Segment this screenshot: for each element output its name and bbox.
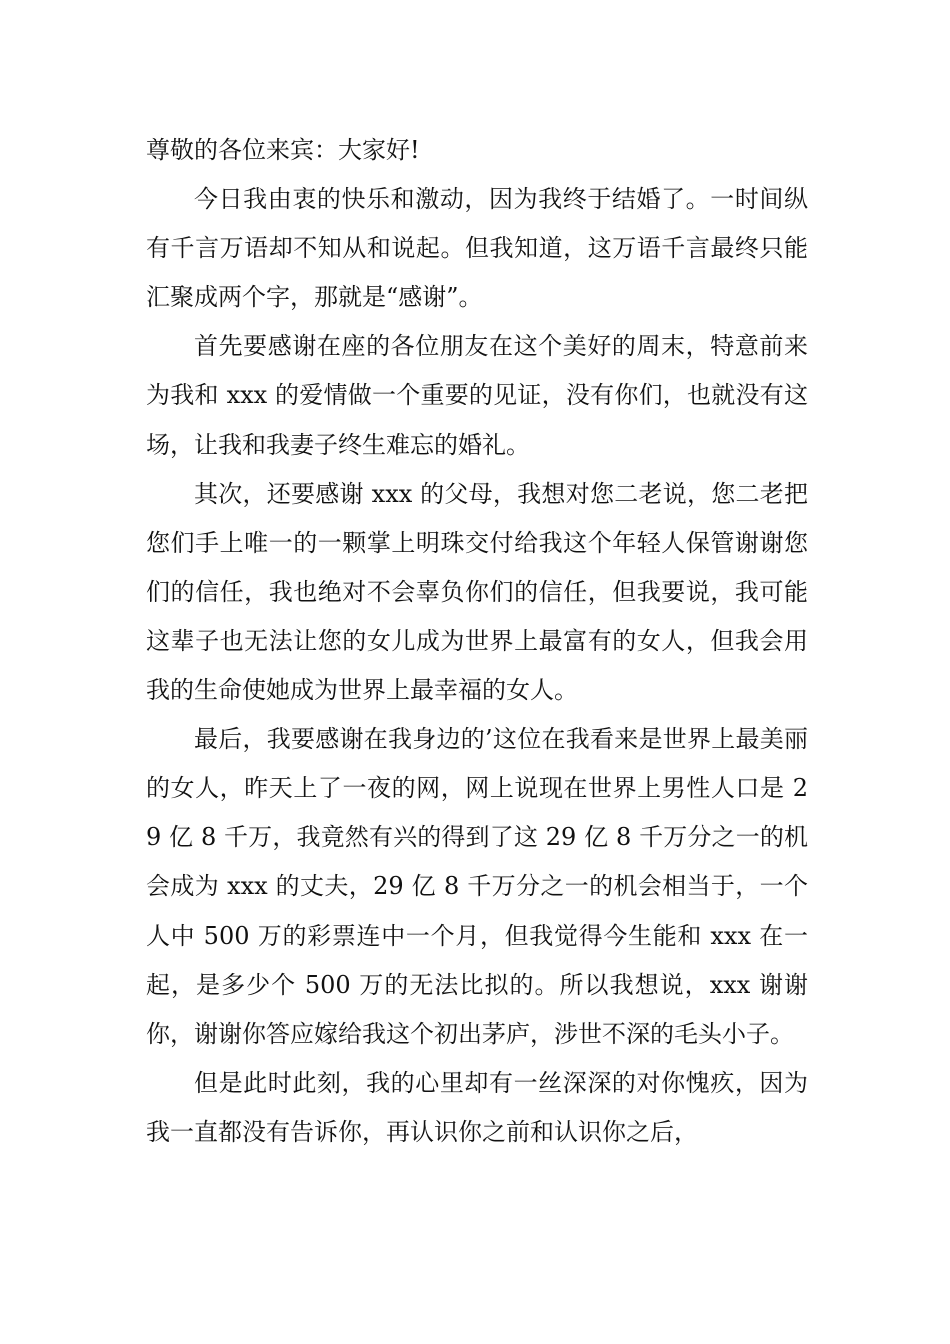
speech-body (146, 126, 808, 1157)
paragraph-thanks-parents: 其次，还要感谢 xxx 的父母，我想对您二老说，您二老把您们手上唯一的一颗掌上明珠交付给我这个年轻人保管谢谢您们的信任，我也绝对不会辜负你们的信任，但我要说，我可能这辈子也无法让您的女儿成为世界上最富有的女人，但我会用我的生命使她成为世界上最幸福的女人。 (146, 479, 808, 705)
greeting-line: 尊敬的各位来宾：大家好! (146, 136, 420, 164)
paragraph-thanks-bride: 最后，我要感谢在我身边的’这位在我看来是世界上最美丽的女人，昨天上了一夜的网，网上说现在世界上男性人口是 29 亿 8 千万，我竟然有兴的得到了这 29 亿 8 千万分之一的机会成为 xxx 的丈夫，29 亿 8 千万分之一的机会相当于，一个人中 500 万的彩票连中一个月，但我觉得今生能和 xxx 在一起，是多少个 500 万的无法比拟的。所以我想说，xxx 谢谢你，谢谢你答应嫁给我这个初出茅庐，涉世不深的毛头小子。 (146, 725, 808, 1048)
paragraph-apology: 但是此时此刻，我的心里却有一丝深深的对你愧疚，因为我一直都没有告诉你，再认识你之前和认识你之后， (146, 1068, 808, 1146)
paragraph-thanks-friends: 首先要感谢在座的各位朋友在这个美好的周末，特意前来为我和 xxx 的爱情做一个重要的见证，没有你们，也就没有这场，让我和我妻子终生难忘的婚礼。 (146, 332, 808, 459)
paragraph-joy: 今日我由衷的快乐和激动，因为我终于结婚了。一时间纵有千言万语却不知从和说起。但我知道，这万语千言最终只能汇聚成两个字，那就是“感谢”。 (146, 185, 808, 312)
